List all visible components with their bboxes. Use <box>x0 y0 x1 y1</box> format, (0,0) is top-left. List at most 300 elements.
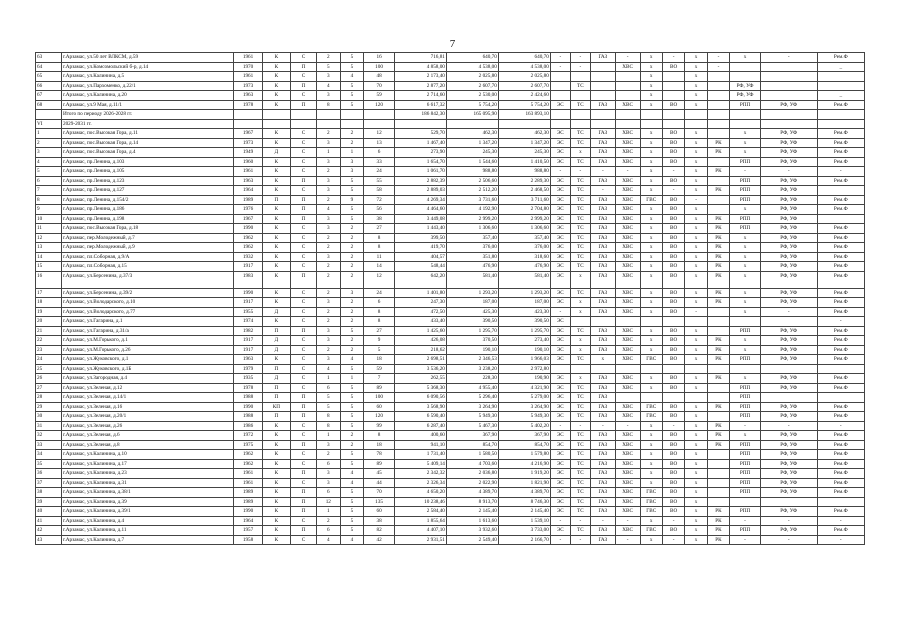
table-cell: г.Арзамас, ул.Калинина, д.23 <box>61 469 233 479</box>
table-cell: ВО <box>662 138 684 148</box>
table-cell: 4 <box>340 469 364 479</box>
table-cell: ЭС <box>550 224 570 234</box>
table-cell: П <box>262 393 290 403</box>
table-cell: 273,40 <box>498 336 550 346</box>
table-cell: г.Арзамас, ул.М.Горького, д.26 <box>61 345 233 355</box>
table-cell: ГАЗ <box>590 440 615 450</box>
table-cell: 43 <box>36 535 62 545</box>
table-cell: Рем.Ф <box>817 478 864 488</box>
table-cell: Рем.Ф <box>817 488 864 498</box>
table-cell <box>662 91 684 101</box>
table-cell: 24 <box>364 288 395 298</box>
table-cell: 1 347,20 <box>446 138 498 148</box>
table-cell: 941,10 <box>394 440 446 450</box>
table-cell: 5 <box>317 62 341 72</box>
table-cell: х <box>685 167 707 177</box>
table-cell: ХВС <box>615 138 640 148</box>
table-cell: 3 731,60 <box>446 195 498 205</box>
table-cell: ГАЗ <box>590 526 615 536</box>
table-cell: г.Арзамас, ул.Калинина, д.4 <box>61 516 233 526</box>
table-cell: 1979 <box>234 364 262 374</box>
table-cell: Рем.Ф <box>817 526 864 536</box>
table-cell: 4 407,10 <box>394 526 446 536</box>
table-cell: 1 293,20 <box>498 288 550 298</box>
table-cell: - <box>550 53 570 63</box>
table-cell: 22 <box>36 336 62 346</box>
table-cell: - <box>817 317 864 327</box>
table-cell: 400,60 <box>394 431 446 441</box>
table-row <box>36 412 865 422</box>
table-cell: 9 <box>364 336 395 346</box>
table-cell: ГАЗ <box>590 459 615 469</box>
table-cell: х <box>685 336 707 346</box>
table-cell: 390,50 <box>498 317 550 327</box>
table-cell: Рем.Ф <box>817 383 864 393</box>
table-cell: ХВС <box>615 326 640 336</box>
table-cell: 13 <box>364 138 395 148</box>
table-cell: ГАЗ <box>590 148 615 158</box>
table-cell: г.Арзамас, ул.Калинина, д.39 <box>61 497 233 507</box>
table-row <box>36 110 865 120</box>
table-cell: С <box>291 243 317 253</box>
table-cell: - <box>550 62 570 72</box>
table-cell: 1982 <box>234 326 262 336</box>
table-cell: РК <box>707 355 729 365</box>
table-cell: 33 <box>364 157 395 167</box>
table-cell <box>590 91 615 101</box>
table-row <box>36 317 865 327</box>
table-cell: К <box>262 421 290 431</box>
table-cell: х <box>685 205 707 215</box>
table-cell: 5 <box>340 186 364 196</box>
table-cell: 40 <box>36 507 62 517</box>
table-cell: 6 287,40 <box>394 421 446 431</box>
table-cell: 2 173,40 <box>394 72 446 82</box>
table-cell: г.Арзамас, ул.Зеленая, д.8 <box>61 440 233 450</box>
table-cell: Рем.Ф <box>817 271 864 288</box>
table-cell: 433,40 <box>394 317 446 327</box>
table-cell: РФ, УФ <box>760 345 817 355</box>
table-cell: 3 <box>317 355 341 365</box>
table-cell: 5 754,20 <box>446 100 498 110</box>
table-cell: РПП <box>730 383 761 393</box>
table-cell: 5 <box>340 100 364 110</box>
table-cell: 529,70 <box>394 129 446 139</box>
table-cell: 1 580,50 <box>446 450 498 460</box>
table-cell: 245,30 <box>498 148 550 158</box>
table-cell <box>550 91 570 101</box>
table-cell: 1 295,70 <box>498 326 550 336</box>
table-cell <box>340 119 364 129</box>
table-cell: 6 <box>317 383 341 393</box>
table-cell: х <box>685 62 707 72</box>
table-cell: 1 <box>36 129 62 139</box>
table-cell: 55 <box>364 176 395 186</box>
table-cell: 1990 <box>234 224 262 234</box>
table-cell: 6 <box>364 298 395 308</box>
table-cell: П <box>291 62 317 72</box>
table-cell: К <box>262 459 290 469</box>
table-cell: ТС <box>570 440 590 450</box>
table-cell: х <box>685 497 707 507</box>
table-cell <box>817 81 864 91</box>
table-cell <box>590 110 615 120</box>
table-cell: г.Арзамас, ул.Калинина, д.10 <box>61 450 233 460</box>
table-cell: К <box>262 214 290 224</box>
table-cell: ГАЗ <box>590 233 615 243</box>
table-cell: 5 949,30 <box>498 412 550 422</box>
table-cell: х <box>730 307 761 317</box>
table-row <box>36 326 865 336</box>
table-cell: 4 703,60 <box>446 459 498 469</box>
table-cell: 16 <box>36 271 62 288</box>
table-row <box>36 252 865 262</box>
table-cell: 3 <box>317 440 341 450</box>
table-cell: ТС <box>570 526 590 536</box>
table-cell: П <box>262 326 290 336</box>
table-cell: 1970 <box>234 62 262 72</box>
table-cell: 4 538,00 <box>446 62 498 72</box>
table-cell <box>707 478 729 488</box>
table-cell: К <box>262 186 290 196</box>
table-cell: ЭС <box>550 488 570 498</box>
table-cell: - <box>730 167 761 177</box>
table-cell: х <box>685 421 707 431</box>
table-cell: ЭС <box>550 469 570 479</box>
table-cell: 18 <box>36 298 62 308</box>
table-cell: ГВС <box>640 497 662 507</box>
table-cell: - <box>590 167 615 177</box>
table-cell: ГАЗ <box>590 450 615 460</box>
table-row <box>36 288 865 298</box>
table-cell: 45 <box>364 469 395 479</box>
table-cell: 2029-2031 гг. <box>61 119 233 129</box>
table-cell: 5 <box>340 393 364 403</box>
table-cell: 32 <box>36 431 62 441</box>
table-cell: 1990 <box>234 507 262 517</box>
table-cell: 1961 <box>234 469 262 479</box>
table-row <box>36 393 865 403</box>
table-cell: РФ, УФ <box>760 233 817 243</box>
table-cell: 44 <box>364 478 395 488</box>
table-cell: 48 <box>364 72 395 82</box>
table-cell <box>291 110 317 120</box>
table-cell: К <box>262 224 290 234</box>
table-cell: х <box>730 205 761 215</box>
table-cell: 245,30 <box>446 148 498 158</box>
table-cell: 2 <box>317 53 341 63</box>
table-cell: ЭС <box>550 507 570 517</box>
table-cell <box>707 326 729 336</box>
table-cell: г.Арзамас, ул.Берсенина, д.39/2 <box>61 288 233 298</box>
table-cell: РФ, УФ <box>760 129 817 139</box>
table-cell: 14 <box>36 252 62 262</box>
table-cell: 1 855,64 <box>394 516 446 526</box>
table-cell: ВО <box>662 62 684 72</box>
table-cell: 1 966,03 <box>498 355 550 365</box>
table-cell: ГАЗ <box>590 488 615 498</box>
table-cell: 376,00 <box>446 243 498 253</box>
table-cell: 6 590,40 <box>394 412 446 422</box>
table-cell: 9 <box>340 195 364 205</box>
table-cell: г.Арзамас, ул.Зеленая, д.16 <box>61 402 233 412</box>
table-cell: ТС <box>570 224 590 234</box>
table-cell: г.Арзамас, ул.Зеленая, д.26 <box>61 421 233 431</box>
table-cell: 1 293,20 <box>446 288 498 298</box>
table-cell: х <box>685 262 707 272</box>
table-cell <box>662 110 684 120</box>
table-cell <box>550 72 570 82</box>
table-row <box>36 91 865 101</box>
table-cell: С <box>291 262 317 272</box>
table-cell: 2 468,50 <box>498 186 550 196</box>
table-cell: 419,70 <box>394 243 446 253</box>
table-cell: 4 <box>317 535 341 545</box>
table-cell <box>640 317 662 327</box>
table-cell: х <box>685 345 707 355</box>
table-cell: 190,10 <box>446 345 498 355</box>
table-cell: 5 <box>340 421 364 431</box>
table-cell: - <box>707 53 729 63</box>
table-row <box>36 516 865 526</box>
table-cell: К <box>262 176 290 186</box>
table-cell: РК <box>707 421 729 431</box>
table-cell: С <box>291 298 317 308</box>
table-cell: 3 568,90 <box>394 402 446 412</box>
table-cell: 4 <box>340 478 364 488</box>
table-cell <box>364 119 395 129</box>
table-cell: - <box>662 516 684 526</box>
table-cell: ГАЗ <box>590 138 615 148</box>
table-cell <box>317 119 341 129</box>
table-cell: С <box>291 431 317 441</box>
table-cell: 4 192,90 <box>446 205 498 215</box>
table-cell: П <box>291 81 317 91</box>
table-cell: Рем.Ф <box>817 431 864 441</box>
table-cell: 2 <box>317 345 341 355</box>
table-cell: 1961 <box>234 167 262 177</box>
table-cell: 1 467,40 <box>394 138 446 148</box>
table-cell: ЭС <box>550 326 570 336</box>
table-row <box>36 345 865 355</box>
table-cell: ТС <box>570 355 590 365</box>
table-cell: х <box>640 374 662 384</box>
table-cell: 6 617,32 <box>394 100 446 110</box>
table-cell: 247,30 <box>394 298 446 308</box>
table-cell: г.Арзамас, ул.Калинина, д.5 <box>61 72 233 82</box>
table-cell: ТС <box>570 138 590 148</box>
table-cell: ТС <box>570 129 590 139</box>
table-cell <box>707 195 729 205</box>
table-row <box>36 176 865 186</box>
table-cell: 58 <box>364 186 395 196</box>
table-cell: 99 <box>364 421 395 431</box>
table-cell: РК <box>707 167 729 177</box>
table-cell: 2 <box>317 195 341 205</box>
table-cell: 2 698,51 <box>394 355 446 365</box>
table-cell: 1 <box>317 374 341 384</box>
table-cell: 273,90 <box>394 148 446 158</box>
table-cell: 5 <box>340 526 364 536</box>
table-cell: х <box>640 167 662 177</box>
table-cell: 3 932,60 <box>446 526 498 536</box>
table-cell: 3 238,20 <box>446 364 498 374</box>
table-cell: ВО <box>662 345 684 355</box>
table-cell: П <box>291 469 317 479</box>
table-cell: Рем.Ф <box>817 224 864 234</box>
table-cell: - <box>707 62 729 72</box>
table-cell: 2 <box>340 431 364 441</box>
table-cell: 476,90 <box>498 262 550 272</box>
table-cell: ХВС <box>615 233 640 243</box>
table-row <box>36 307 865 317</box>
table-cell: С <box>291 53 317 63</box>
table-cell: - <box>550 516 570 526</box>
table-cell: ТС <box>570 243 590 253</box>
table-cell: 3 733,00 <box>498 526 550 536</box>
table-cell: П <box>291 507 317 517</box>
table-cell: 642,20 <box>394 271 446 288</box>
table-cell: ГАЗ <box>590 224 615 234</box>
table-cell: РК <box>707 186 729 196</box>
table-cell: 5 <box>36 167 62 177</box>
table-cell: 1917 <box>234 262 262 272</box>
table-cell: г.Арзамас, пос.Высокая Гора, д.18 <box>61 224 233 234</box>
table-cell: 426,08 <box>394 336 446 346</box>
table-cell: ЭС <box>550 440 570 450</box>
table-cell: РФ, УФ <box>760 271 817 288</box>
table-row <box>36 469 865 479</box>
table-cell: 8 746,30 <box>498 497 550 507</box>
table-cell: Рем.Ф <box>817 459 864 469</box>
table-cell: ГАЗ <box>590 478 615 488</box>
table-cell: 228,30 <box>446 374 498 384</box>
table-cell <box>550 81 570 91</box>
table-cell: К <box>262 535 290 545</box>
table-cell: ХВС <box>615 431 640 441</box>
table-cell: 1 <box>317 148 341 158</box>
table-cell: 89 <box>364 383 395 393</box>
table-cell: ЭС <box>550 233 570 243</box>
table-cell: 6 <box>317 488 341 498</box>
table-cell: РФ, УФ <box>760 243 817 253</box>
table-cell: ЭС <box>550 157 570 167</box>
table-row <box>36 336 865 346</box>
table-cell: ХВС <box>615 345 640 355</box>
table-cell <box>615 81 640 91</box>
table-cell: ТС <box>570 326 590 336</box>
table-cell <box>550 364 570 374</box>
table-cell: 2 036,80 <box>446 469 498 479</box>
table-cell: 8 <box>364 233 395 243</box>
table-cell: ТС <box>570 383 590 393</box>
table-cell: 2 <box>340 298 364 308</box>
table-cell: ВО <box>662 507 684 517</box>
table-cell: 12 <box>364 129 395 139</box>
table-cell: ЭС <box>550 345 570 355</box>
table-cell <box>817 364 864 374</box>
table-cell: х <box>685 535 707 545</box>
table-cell: ВО <box>662 497 684 507</box>
table-cell <box>590 72 615 82</box>
table-cell: 1 061,70 <box>394 167 446 177</box>
table-cell: х <box>640 307 662 317</box>
table-cell: х <box>640 157 662 167</box>
table-cell: г.Арзамас, ул.Калинина, д.38/1 <box>61 488 233 498</box>
table-cell: 3 <box>317 72 341 82</box>
table-cell: ХВС <box>615 440 640 450</box>
table-row <box>36 224 865 234</box>
table-cell <box>707 205 729 215</box>
table-cell <box>615 91 640 101</box>
table-cell: РПП <box>730 450 761 460</box>
table-cell: - <box>730 535 761 545</box>
table-cell: ГАЗ <box>590 288 615 298</box>
table-cell: 39 <box>36 497 62 507</box>
table-cell: 3 <box>340 288 364 298</box>
table-cell: 2 <box>36 138 62 148</box>
table-cell: ХВС <box>615 262 640 272</box>
table-cell: К <box>262 488 290 498</box>
table-cell: - <box>590 421 615 431</box>
table-cell: ЭС <box>550 252 570 262</box>
table-cell: 2 289,30 <box>498 176 550 186</box>
table-cell: 163 893,10 <box>498 110 550 120</box>
table-cell: К <box>262 129 290 139</box>
table-cell: х <box>570 298 590 308</box>
table-cell: 1963 <box>234 355 262 365</box>
table-cell: С <box>291 233 317 243</box>
table-cell: РК <box>707 262 729 272</box>
table-cell: К <box>262 262 290 272</box>
table-cell: РПП <box>730 412 761 422</box>
table-cell: ВО <box>662 195 684 205</box>
table-cell: 187,00 <box>446 298 498 308</box>
table-cell: х <box>685 469 707 479</box>
table-cell: х <box>640 129 662 139</box>
table-cell: ГВС <box>640 402 662 412</box>
table-cell: 2 <box>317 243 341 253</box>
table-cell: - <box>550 307 570 317</box>
table-cell: К <box>262 478 290 488</box>
table-cell: ЭС <box>550 374 570 384</box>
table-cell: 2 <box>340 271 364 288</box>
table-cell: П <box>291 326 317 336</box>
table-cell: П <box>262 195 290 205</box>
table-cell: Рем.Ф <box>817 412 864 422</box>
table-cell: ЭС <box>550 393 570 403</box>
table-row <box>36 431 865 441</box>
table-cell: х <box>730 431 761 441</box>
table-cell: 5 <box>340 383 364 393</box>
table-cell: ЭС <box>550 526 570 536</box>
table-cell: П <box>291 440 317 450</box>
table-cell: х <box>685 186 707 196</box>
table-cell: ВО <box>662 298 684 308</box>
table-cell: РПП <box>730 507 761 517</box>
table-cell: ЭС <box>550 243 570 253</box>
table-cell: Рем.Ф <box>817 450 864 460</box>
table-cell: х <box>685 402 707 412</box>
table-cell: ЭС <box>550 148 570 158</box>
table-cell: ВО <box>662 526 684 536</box>
table-cell: РПП <box>730 459 761 469</box>
table-cell <box>707 317 729 327</box>
table-cell: х <box>685 288 707 298</box>
table-cell: 4 <box>340 72 364 82</box>
table-cell: ХВС <box>615 148 640 158</box>
table-cell: 2 999,20 <box>498 214 550 224</box>
